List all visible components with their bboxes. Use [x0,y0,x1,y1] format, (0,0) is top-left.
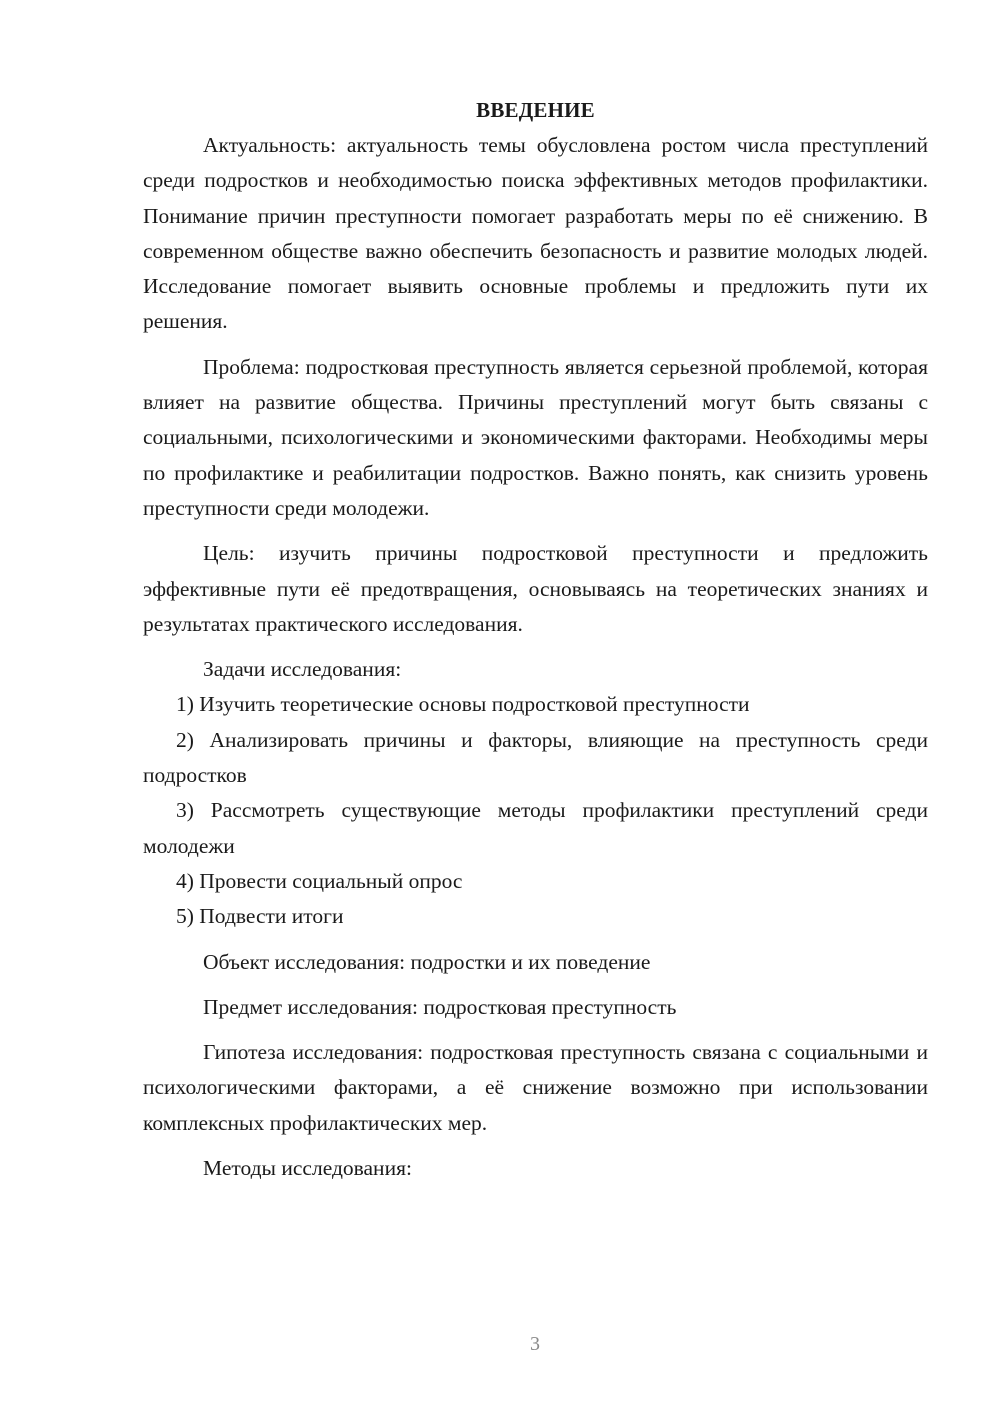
tasks-heading: Задачи исследования: [203,657,402,682]
relevance-paragraph: Актуальность: актуальность темы обусловлена ростом числа преступлений среди подростков и необходимостью поиска эффективных методов профилактики. Понимание причин преступности помогает разработать меры по её снижению. В современном обществе важно обеспечить безопасность и развитие молодых людей. Исследование помогает выявить основные проблемы и предложить пути их решения. [143,133,928,334]
hypothesis-paragraph: Гипотеза исследования: подростковая преступность связана с социальными и психологическими факторами, а её снижение возможно при использовании комплексных профилактических мер. [143,1040,928,1135]
task-item: 4) Провести социальный опрос [176,868,463,893]
page-title: ВВЕДЕНИЕ [476,98,595,122]
methods-heading: Методы исследования: [203,1156,412,1181]
problem-paragraph: Проблема: подростковая преступность является серьезной проблемой, которая влияет на развитие общества. Причины преступлений могут быть связаны с социальными, психологическими и экономическими факторами. Необходимы меры по профилактике и реабилитации подростков. Важно понять, как снизить уровень преступности среди молодежи. [143,354,928,520]
page-content [143,93,928,1186]
task-item: 2) Анализировать причины и факторы, влияющие на преступность среди подростков [143,727,928,788]
task-item: 1) Изучить теоретические основы подростковой преступности [176,692,750,717]
task-item: 5) Подвести итоги [176,904,344,929]
goal-paragraph: Цель: изучить причины подростковой преступности и предложить эффективные пути её предотвращения, основываясь на теоретических знаниях и результатах практического исследования. [143,541,928,636]
tasks-list [143,687,928,934]
task-item: 3) Рассмотреть существующие методы профилактики преступлений среди молодежи [143,798,928,858]
subject-paragraph: Предмет исследования: подростковая преступность [203,994,677,1019]
page-number: 3 [530,1333,540,1355]
object-paragraph: Объект исследования: подростки и их поведение [203,949,651,974]
